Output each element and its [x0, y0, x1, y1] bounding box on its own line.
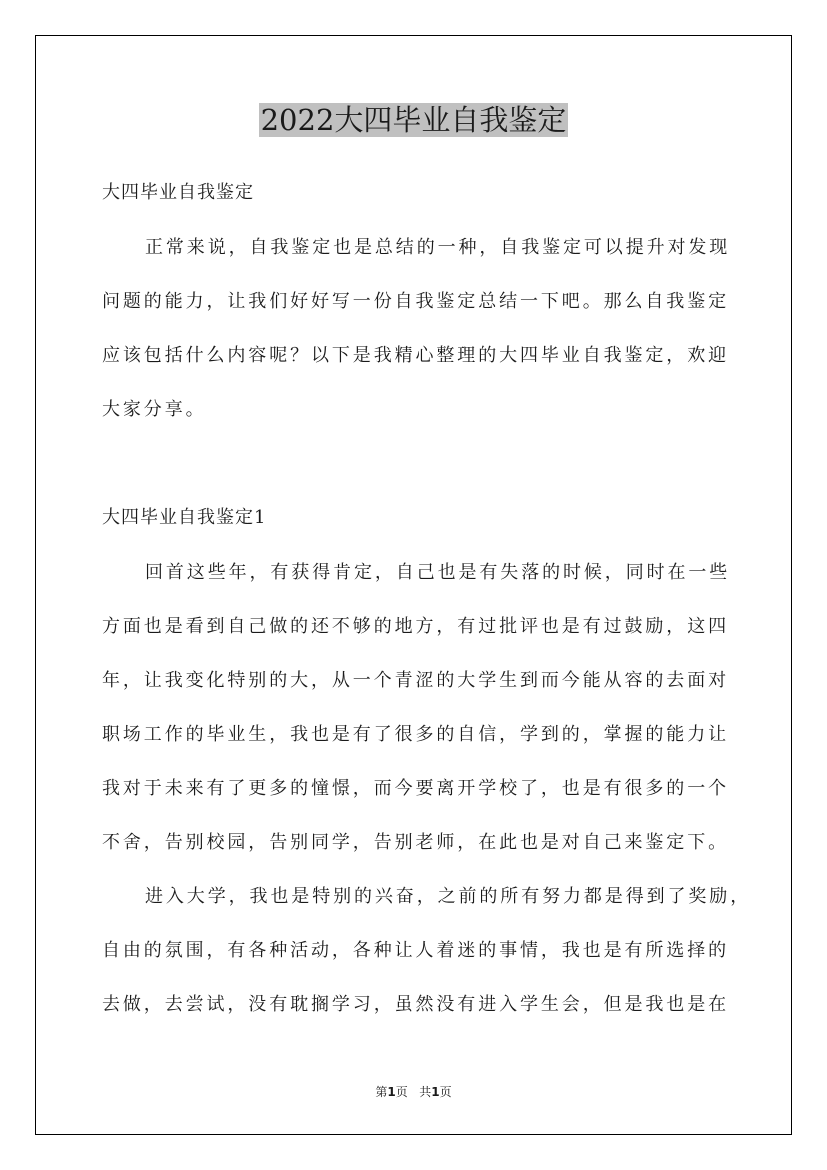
intro-line: 应该包括什么内容呢？以下是我精心整理的大四毕业自我鉴定，欢迎: [102, 345, 729, 366]
document-title-text: 2022大四毕业自我鉴定: [260, 103, 567, 137]
section-heading-intro: 大四毕业自我鉴定: [102, 182, 254, 203]
page-footer: [0, 1084, 827, 1100]
paragraph-line: 回首这些年，有获得肯定，自己也是有失落的时候，同时在一些: [145, 562, 731, 583]
paragraph-line: 进入大学，我也是特别的兴奋，之前的所有努力都是得到了奖励，: [145, 886, 752, 907]
document-title: [0, 98, 827, 142]
footer-page-number: 1: [387, 1085, 396, 1099]
section-heading-1: 大四毕业自我鉴定1: [102, 507, 267, 528]
intro-line: 大家分享。: [102, 399, 207, 420]
footer-total-prefix: 共: [419, 1085, 432, 1099]
footer-total-suffix: 页: [439, 1085, 452, 1099]
paragraph-line: 去做，去尝试，没有耽搁学习，虽然没有进入学生会，但是我也是在: [102, 994, 729, 1015]
paragraph-line: 我对于未来有了更多的憧憬，而今要离开学校了，也是有很多的一个: [102, 778, 729, 799]
paragraph-line: 自由的氛围，有各种活动，各种让人着迷的事情，我也是有所选择的: [102, 940, 729, 961]
footer-page-prefix: 第: [375, 1085, 388, 1099]
paragraph-line: 方面也是看到自己做的还不够的地方，有过批评也是有过鼓励，这四: [102, 616, 729, 637]
footer-total-number: 1: [431, 1085, 440, 1099]
intro-line: 正常来说，自我鉴定也是总结的一种，自我鉴定可以提升对发现: [145, 237, 731, 258]
paragraph-line: 不舍，告别校园，告别同学，告别老师，在此也是对自己来鉴定下。: [102, 832, 729, 853]
paragraph-line: 职场工作的毕业生，我也是有了很多的自信，学到的，掌握的能力让: [102, 724, 729, 745]
paragraph-line: 年，让我变化特别的大，从一个青涩的大学生到而今能从容的去面对: [102, 670, 729, 691]
footer-page-suffix: 页: [395, 1085, 408, 1099]
intro-line: 问题的能力，让我们好好写一份自我鉴定总结一下吧。那么自我鉴定: [102, 291, 729, 312]
